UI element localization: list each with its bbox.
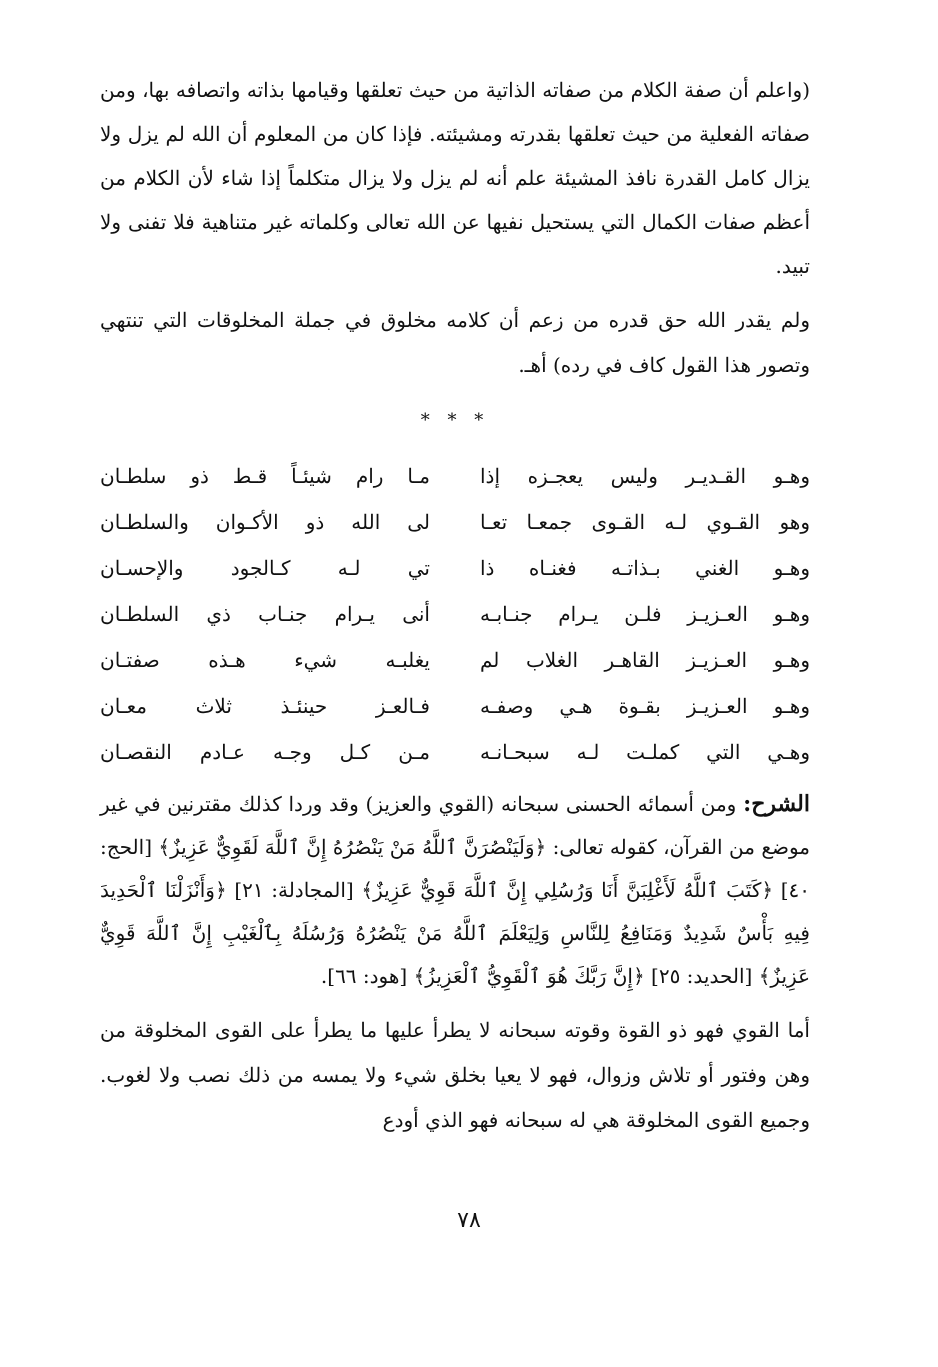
poem-verse [100, 545, 810, 591]
verse-first-hemistich: وهو القـوي لـه القـوى جمعـا تعـا [480, 510, 810, 534]
verse-first-hemistich: وهـو العـزيـز بقـوة هـي وصفـه [480, 694, 810, 718]
verse-second-hemistich: مـا رام شيئـاً قـط ذو سلطـان [100, 464, 430, 488]
section-divider-stars: * * * [420, 410, 490, 431]
verse-second-hemistich: لى الله ذو الأكـوان والسلطـان [100, 510, 430, 534]
verse-second-hemistich: أنى يـرام جنـاب ذي السلطـان [100, 602, 430, 626]
verse-first-hemistich: وهـي التي كملـت لـه سبحـانـه [480, 740, 810, 764]
verse-second-hemistich: فـالعـز حينئـذ ثلاث معـان [100, 694, 430, 718]
verse-first-hemistich: وهـو العـزيـز فلـن يـرام جنـابـه [480, 602, 810, 626]
book-page [100, 68, 810, 1153]
paragraph-al-qawi: أما القوي فهو ذو القوة وقوته سبحانه لا يطرأ عليها ما يطرأ على القوى المخلوقة من وهن وفتور أو تلاش وزوال، فهو لا يعيا بخلق شيء ولا يمسه من ذلك نصب ولا لغوب. وجميع القوى المخلوقة هي له سبحانه فهو الذي أودع [100, 1018, 810, 1132]
page-number: ٧٨ [457, 1208, 481, 1233]
paragraph-kalam-attribute: (واعلم أن صفة الكلام من صفاته الذاتية من حيث تعلقها وقيامها بذاته واتصافه بها، ومن صفاته الفعلية من حيث تعلقها بقدرته ومشيئته. فإذا كان من المعلوم أن الله لم يزل ولا يزال كامل القدرة نافذ المشيئة علم أنه لم يزل ولا يزال متكلماً إذا شاء لأن الكلام من أعظم صفات الكمال التي يستحيل نفيها عن الله تعالى وكلماته غير متناهية فلا تفنى ولا تبيد. [100, 78, 810, 278]
poem-verse [100, 637, 810, 683]
poem-verse [100, 453, 810, 499]
verse-first-hemistich: وهـو القـديـر وليس يعجـزه إذا [480, 464, 810, 488]
paragraph-kalam-conclusion: ولم يقدر الله حق قدره من زعم أن كلامه مخلوق في جملة المخلوقات التي تنتهي وتصور هذا القول كاف في رده) أهـ. [100, 308, 810, 377]
verse-second-hemistich: يغلبـه شيء هـذه صفتـان [100, 648, 430, 672]
verse-second-hemistich: مـن كـل وجـه عـادم النقصـان [100, 740, 430, 764]
poem-verse [100, 591, 810, 637]
poem-verse [100, 729, 810, 775]
paragraph-sharh [100, 783, 810, 998]
poem-verse [100, 683, 810, 729]
poem-block [100, 453, 810, 775]
sharh-label: الشرح: [743, 791, 810, 817]
sharh-text: ومن أسمائه الحسنى سبحانه (القوي والعزيز) وقد وردا كذلك مقترنين في غير موضع من القرآن، كقوله تعالى: ﴿وَلَيَنْصُرَنَّ ٱللَّهُ مَنْ يَنْصُرُهُ إِنَّ ٱللَّهَ لَقَوِيٌّ عَزِيزٌ﴾ [الحج: ٤٠] ﴿كَتَبَ ٱللَّهُ لَأَغْلِبَنَّ أَنَا وَرُسُلِي إِنَّ ٱللَّهَ قَوِيٌّ عَزِيزٌ﴾ [المجادلة: ٢١] ﴿وَأَنْزَلْنَا ٱلْحَدِيدَ فِيهِ بَأْسٌ شَدِيدٌ وَمَنَافِعُ لِلنَّاسِ وَلِيَعْلَمَ ٱللَّهُ مَنْ يَنْصُرُهُ وَرُسُلَهُ بِٱلْغَيْبِ إِنَّ ٱللَّهَ قَوِيٌّ عَزِيزٌ﴾ [الحديد: ٢٥] ﴿إِنَّ رَبَّكَ هُوَ ٱلْقَوِيُّ ٱلْعَزِيزُ﴾ [هود: ٦٦]. [100, 792, 810, 988]
poem-verse [100, 499, 810, 545]
verse-first-hemistich: وهـو العـزيـز القاهـر الغلاب لم [480, 648, 810, 672]
verse-second-hemistich: تي لـه كـالجود والإحسـان [100, 556, 430, 580]
verse-first-hemistich: وهـو الغني بـذاتـه فغنـاه ذا [480, 556, 810, 580]
